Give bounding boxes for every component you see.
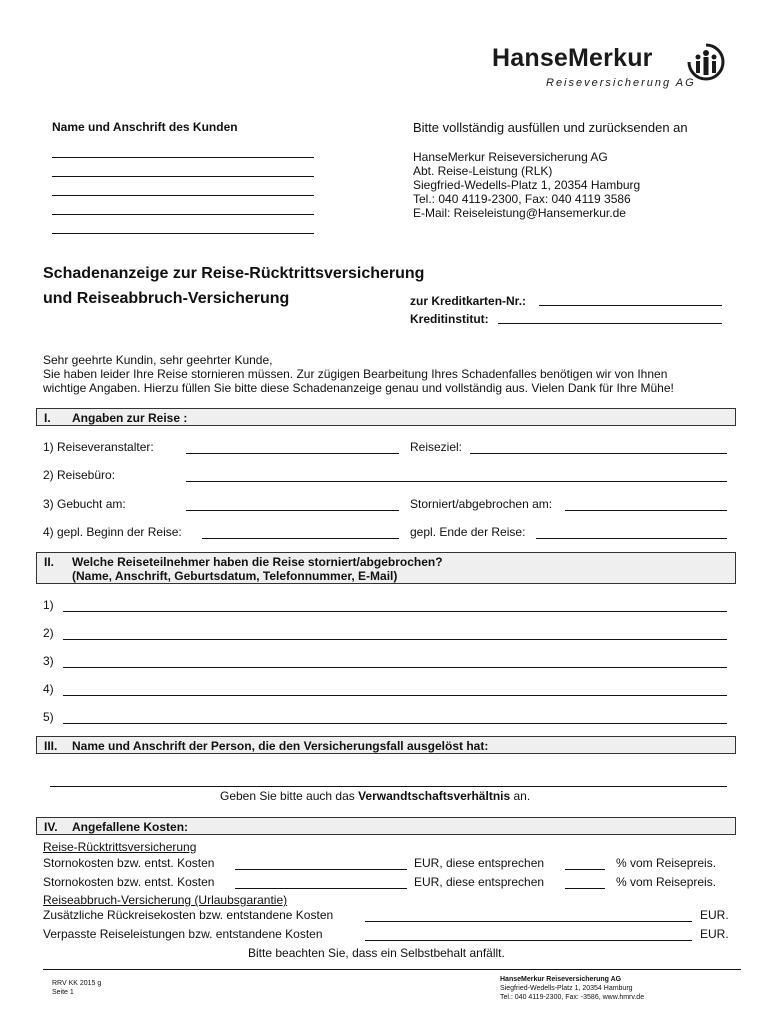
customer-line-3[interactable] [52, 195, 314, 196]
storno-percent-field-2[interactable] [565, 888, 605, 889]
section-1-title: Angaben zur Reise : [72, 411, 188, 425]
field-label-reiseziel: Reiseziel: [410, 440, 463, 454]
return-address-line: Tel.: 040 4119-2300, Fax: 040 4119 3586 [413, 192, 631, 206]
credit-institute-label: Kreditinstitut: [410, 312, 489, 326]
return-address-line: Siegfried-Wedells-Platz 1, 20354 Hamburg [413, 178, 641, 192]
storno-amount-field-1[interactable] [235, 869, 407, 870]
field-label-reisebuero: 2) Reisebüro: [43, 468, 116, 482]
relationship-hint [220, 789, 530, 803]
footer-code: RRV KK 2015 g [52, 980, 102, 987]
subheading-abbruch: Reiseabbruch-Versicherung (Urlaubsgarantie) [43, 893, 288, 907]
field-label-ende: gepl. Ende der Reise: [410, 525, 526, 539]
participant-row-field[interactable] [63, 611, 727, 612]
section-4-number: IV. [44, 820, 58, 834]
return-address-line: HanseMerkur Reiseversicherung AG [413, 150, 608, 164]
field-ende[interactable] [536, 538, 727, 539]
footer-divider [43, 969, 741, 970]
relationship-hint-after: an. [510, 789, 531, 803]
relationship-hint-bold: Verwandtschaftsverhältnis [358, 789, 511, 803]
field-reisebuero[interactable] [186, 481, 727, 482]
participant-row-label: 1) [43, 598, 54, 612]
section-1-number: I. [44, 411, 51, 425]
field-label-veranstalter: 1) Reiseveranstalter: [43, 440, 154, 454]
percent-label-2: % vom Reisepreis. [616, 875, 717, 889]
logo [492, 42, 742, 94]
storno-label-1: Stornokosten bzw. entst. Kosten [43, 856, 215, 870]
rueckreise-label: Zusätzliche Rückreisekosten bzw. entstandene Kosten [43, 908, 334, 922]
storno-label-2: Stornokosten bzw. entst. Kosten [43, 875, 215, 889]
intro-text-2: wichtige Angaben. Hierzu füllen Sie bitte diese Schadenanzeige genau und vollständig aus. Vielen Dank für Ihre Mühe! [43, 381, 674, 395]
footer-contact: Tel.: 040 4119-2300, Fax: -3586, www.hmrv.de [500, 994, 645, 1001]
return-instruction: Bitte vollständig ausfüllen und zurücksenden an [413, 120, 688, 135]
hansemerkur-people-icon [686, 42, 726, 82]
footer-page: Seite 1 [52, 989, 74, 996]
section-2-header [36, 552, 736, 584]
customer-line-1[interactable] [52, 157, 314, 158]
relationship-hint-before: Geben Sie bitte auch das [220, 789, 359, 803]
verpasste-field[interactable] [365, 940, 692, 941]
customer-line-2[interactable] [52, 176, 314, 177]
section-2-title-line1: Welche Reiseteilnehmer haben die Reise storniert/abgebrochen? [72, 555, 443, 569]
field-label-storniert: Storniert/abgebrochen am: [410, 497, 553, 511]
verpasste-label: Verpasste Reiseleistungen bzw. entstandene Kosten [43, 927, 323, 941]
footer-address: Siegfried-Wedells-Platz 1, 20354 Hamburg [500, 985, 633, 992]
storno-amount-field-2[interactable] [235, 888, 407, 889]
intro-salutation: Sehr geehrte Kundin, sehr geehrter Kunde, [43, 353, 273, 367]
field-label-gebucht: 3) Gebucht am: [43, 497, 126, 511]
rueckreise-field[interactable] [365, 921, 692, 922]
participant-row-label: 5) [43, 710, 54, 724]
selbstbehalt-note: Bitte beachten Sie, dass ein Selbstbehalt anfällt. [248, 946, 505, 960]
logo-subtitle: Reiseversicherung AG [546, 77, 696, 89]
logo-name: HanseMerkur [492, 44, 653, 72]
credit-institute-field[interactable] [498, 323, 722, 324]
footer-company: HanseMerkur Reiseversicherung AG [500, 976, 622, 983]
section-3-number: III. [44, 739, 58, 753]
eur-entsprechen-1: EUR, diese entsprechen [414, 856, 545, 870]
section-2-number: II. [44, 555, 55, 569]
subheading-ruecktritt: Reise-Rücktrittsversicherung [43, 840, 197, 854]
field-beginn[interactable] [202, 538, 399, 539]
page-title-line1: Schadenanzeige zur Reise-Rücktrittsversicherung [43, 265, 425, 282]
page-title-line2: und Reiseabbruch-Versicherung [43, 290, 290, 307]
section-4-title: Angefallene Kosten: [72, 820, 189, 834]
eur-label-2: EUR. [700, 927, 729, 941]
field-gebucht[interactable] [186, 510, 399, 511]
field-storniert[interactable] [565, 510, 727, 511]
participant-row-label: 4) [43, 682, 54, 696]
field-reiseziel[interactable] [470, 453, 727, 454]
section-3-header [36, 736, 736, 754]
percent-label-1: % vom Reisepreis. [616, 856, 717, 870]
customer-line-5[interactable] [52, 233, 314, 234]
participant-row-field[interactable] [63, 695, 727, 696]
section-3-title: Name und Anschrift der Person, die den Versicherungsfall ausgelöst hat: [72, 739, 489, 753]
credit-card-field[interactable] [539, 305, 722, 306]
eur-entsprechen-2: EUR, diese entsprechen [414, 875, 545, 889]
participant-row-label: 2) [43, 626, 54, 640]
intro-text-1: Sie haben leider Ihre Reise stornieren müssen. Zur zügigen Bearbeitung Ihres Schadenfalles benötigen wir von Ihnen [43, 367, 668, 381]
storno-percent-field-1[interactable] [565, 869, 605, 870]
participant-row-field[interactable] [63, 667, 727, 668]
customer-line-4[interactable] [52, 214, 314, 215]
section-1-header [36, 408, 736, 426]
field-veranstalter[interactable] [186, 453, 399, 454]
return-address-line: Abt. Reise-Leistung (RLK) [413, 164, 553, 178]
eur-label-1: EUR. [700, 908, 729, 922]
field-label-beginn: 4) gepl. Beginn der Reise: [43, 525, 182, 539]
participant-row-field[interactable] [63, 639, 727, 640]
section-4-header [36, 817, 736, 835]
credit-card-label: zur Kreditkarten-Nr.: [410, 294, 527, 308]
return-address-line: E-Mail: Reiseleistung@Hansemerkur.de [413, 206, 626, 220]
trigger-person-field[interactable] [50, 786, 727, 787]
customer-label: Name und Anschrift des Kunden [52, 120, 238, 134]
participant-row-field[interactable] [63, 723, 727, 724]
participant-row-label: 3) [43, 654, 54, 668]
section-2-title-line2: (Name, Anschrift, Geburtsdatum, Telefonnummer, E-Mail) [72, 569, 398, 583]
